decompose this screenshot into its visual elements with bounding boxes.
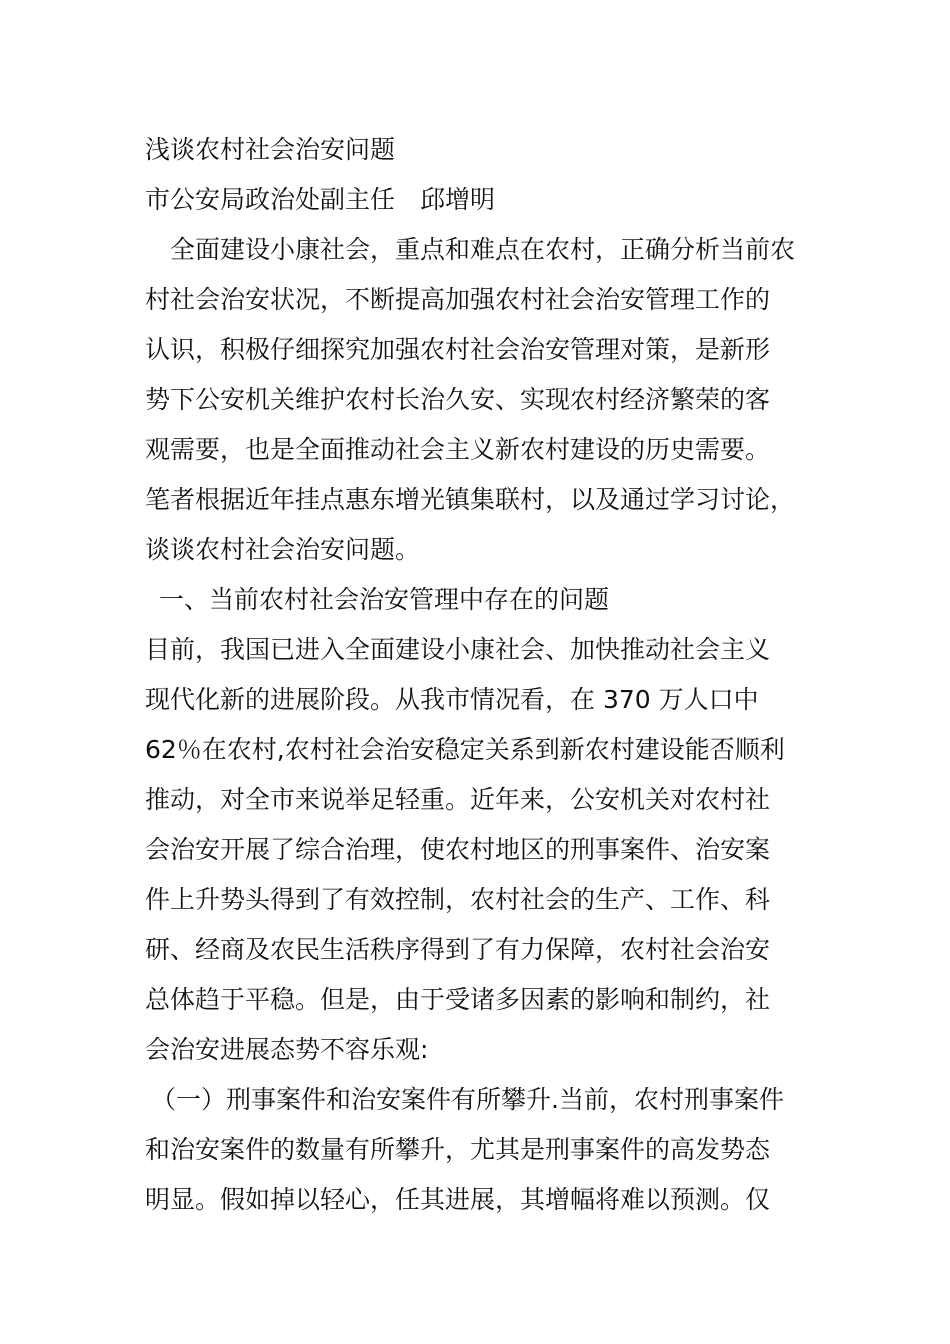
paragraph-line: 研、经商及农民生活秩序得到了有力保障，农村社会治安 (145, 935, 771, 964)
paragraph-line: 谈谈农村社会治安问题。 (145, 535, 421, 564)
subsection-paragraph (145, 1075, 807, 1225)
paragraph-line: 推动，对全市来说举足轻重。近年来，公安机关对农村社 (145, 785, 771, 814)
paragraph-line: 全面建设小康社会，重点和难点在农村，正确分析当前农 (170, 235, 796, 264)
paragraph-line: 件上升势头得到了有效控制，农村社会的生产、工作、科 (145, 885, 771, 914)
paragraph-line: 村社会治安状况，不断提高加强农村社会治安管理工作的 (145, 285, 771, 314)
paragraph-line: 势下公安机关维护农村长治久安、实现农村经济繁荣的客 (145, 385, 771, 414)
paragraph-line: 总体趋于平稳。但是，由于受诸多因素的影响和制约，社 (145, 985, 771, 1014)
paragraph-line: 目前，我国已进入全面建设小康社会、加快推动社会主义 (145, 635, 771, 664)
intro-paragraph (145, 225, 807, 575)
paragraph-line: （一）刑事案件和治安案件有所攀升.当前，农村刑事案件 (151, 1085, 784, 1114)
paragraph-line: 62％在农村,农村社会治安稳定关系到新农村建设能否顺利 (145, 735, 785, 764)
paragraph-line: 明显。假如掉以轻心，任其进展，其增幅将难以预测。仅 (145, 1185, 771, 1214)
paragraph-line: 现代化新的进展阶段。从我市情况看，在 370 万人口中 (145, 685, 759, 714)
document-page (145, 125, 807, 1225)
section-paragraph (145, 625, 807, 1075)
paragraph-line: 观需要，也是全面推动社会主义新农村建设的历史需要。 (145, 435, 771, 464)
paragraph-line: 认识，积极仔细探究加强农村社会治安管理对策，是新形 (145, 335, 771, 364)
document-title: 浅谈农村社会治安问题 (145, 135, 396, 164)
paragraph-line: 会治安开展了综合治理，使农村地区的刑事案件、治安案 (145, 835, 771, 864)
author-line: 市公安局政治处副主任 邱增明 (145, 185, 496, 214)
paragraph-line: 笔者根据近年挂点惠东增光镇集联村，以及通过学习讨论， (145, 485, 796, 514)
section-heading: 一、当前农村社会治安管理中存在的问题 (159, 585, 610, 614)
paragraph-line: 和治安案件的数量有所攀升，尤其是刑事案件的高发势态 (145, 1135, 771, 1164)
paragraph-line: 会治安进展态势不容乐观: (145, 1035, 429, 1064)
